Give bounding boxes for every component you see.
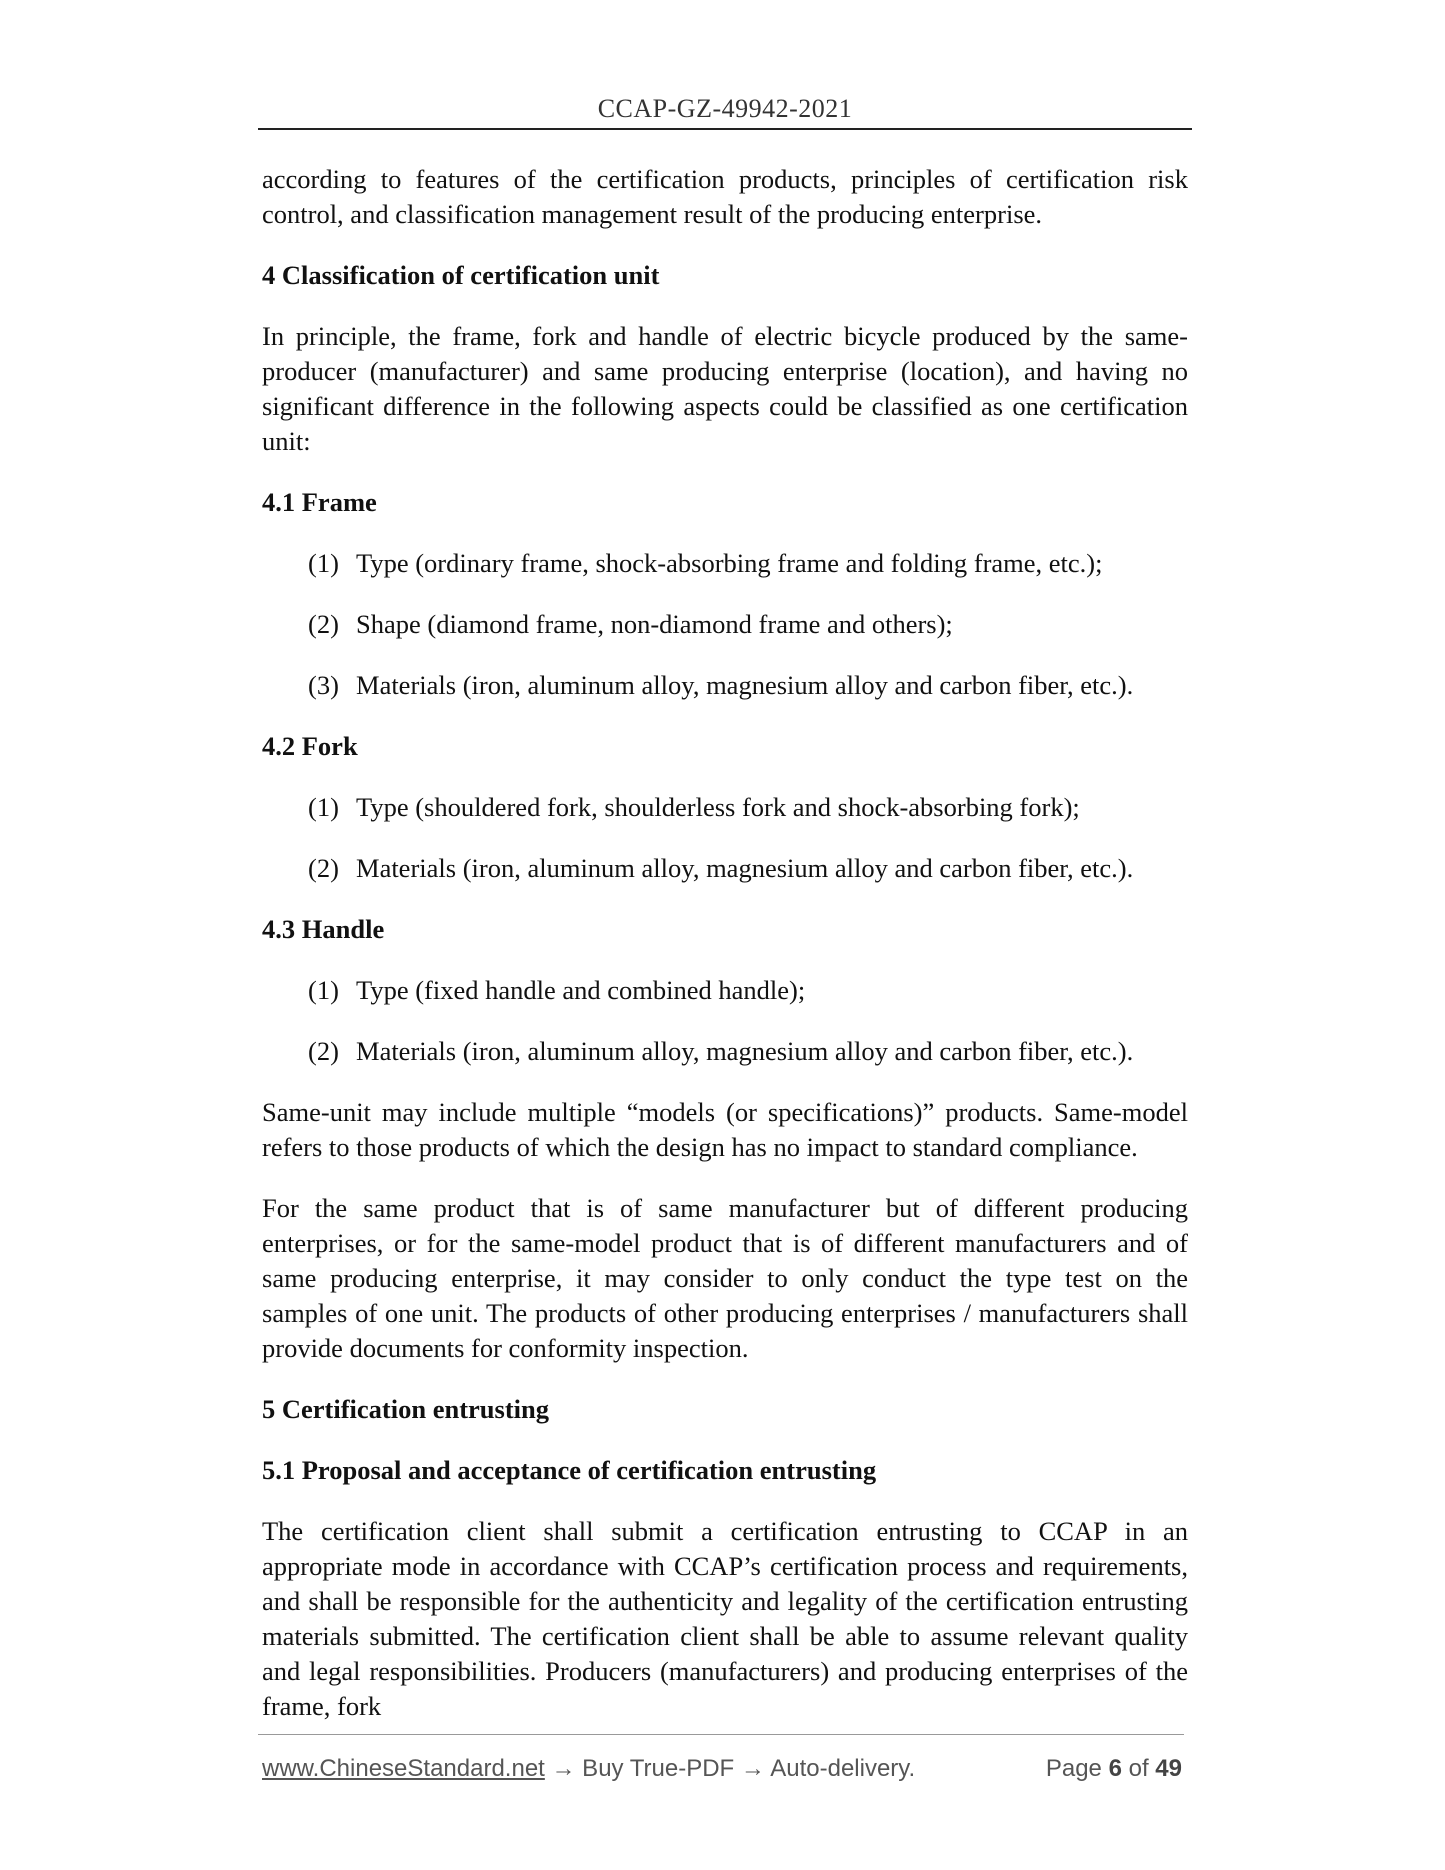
of-word: of <box>1128 1755 1149 1782</box>
page-word: Page <box>1045 1755 1102 1782</box>
list-item <box>262 668 1188 703</box>
section-heading-4-2: 4.2 Fork <box>262 731 358 761</box>
page-indicator <box>1046 1753 1182 1785</box>
footer-promo <box>262 1753 915 1785</box>
list-item-number: (1) <box>308 975 339 1005</box>
document-id: CCAP-GZ-49942-2021 <box>597 94 853 123</box>
page-header <box>258 94 1192 130</box>
list-item <box>262 1034 1188 1069</box>
list-item-number: (1) <box>308 792 339 822</box>
page-total: 49 <box>1155 1755 1182 1782</box>
page-number: 6 <box>1108 1755 1122 1782</box>
list-item-number: (2) <box>308 853 339 883</box>
list-item-text: Shape (diamond frame, non-diamond frame and others); <box>356 609 953 639</box>
section-heading-4: 4 Classification of certification unit <box>262 260 660 290</box>
list-item-text: Materials (iron, aluminum alloy, magnesium alloy and carbon fiber, etc.). <box>356 853 1134 883</box>
paragraph-same-product: For the same product that is of same manufacturer but of different producing enterprises, or for the same-model product that is of different manufacturers and of same producing enterprise, it may consider to only conduct the type test on the samples of one unit. The products of other producing enterprises / manufacturers shall provide documents for conformity inspection. <box>262 1193 1188 1363</box>
section-heading-5-1: 5.1 Proposal and acceptance of certification entrusting <box>262 1455 877 1485</box>
paragraph-same-unit: Same-unit may include multiple “models (or specifications)” products. Same-model refers to those products of which the design has no impact to standard compliance. <box>262 1097 1188 1162</box>
section-heading-4-1: 4.1 Frame <box>262 487 377 517</box>
footer-divider <box>258 1734 1184 1735</box>
section-heading-5: 5 Certification entrusting <box>262 1394 550 1424</box>
section-heading-4-3: 4.3 Handle <box>262 914 385 944</box>
list-item <box>262 973 1188 1008</box>
list-item-text: Type (ordinary frame, shock-absorbing frame and folding frame, etc.); <box>356 548 1103 578</box>
website-link[interactable]: www.ChineseStandard.net <box>262 1755 545 1782</box>
list-item <box>262 851 1188 886</box>
list-item-number: (2) <box>308 1036 339 1066</box>
document-body <box>262 162 1188 1750</box>
list-item <box>262 546 1188 581</box>
list-item <box>262 790 1188 825</box>
page-footer <box>262 1753 1182 1789</box>
footer-tagline: → Buy True-PDF → Auto-delivery. <box>544 1755 916 1782</box>
paragraph-section-5-1: The certification client shall submit a certification entrusting to CCAP in an appropriate mode in accordance with CCAP’s certification process and requirements, and shall be responsible for the authenticity and legality of the certification entrusting materials submitted. The certification client shall be able to assume relevant quality and legal responsibilities. Producers (manufacturers) and producing enterprises of the frame, fork <box>262 1516 1188 1721</box>
list-item-number: (1) <box>308 548 339 578</box>
paragraph-intro: according to features of the certification products, principles of certification risk control, and classification management result of the producing enterprise. <box>262 164 1188 229</box>
list-item-text: Materials (iron, aluminum alloy, magnesium alloy and carbon fiber, etc.). <box>356 1036 1134 1066</box>
list-item <box>262 607 1188 642</box>
list-item-number: (3) <box>308 670 339 700</box>
list-item-text: Type (shouldered fork, shoulderless fork and shock-absorbing fork); <box>356 792 1080 822</box>
paragraph-section-4: In principle, the frame, fork and handle of electric bicycle produced by the same-producer (manufacturer) and same producing enterprise (location), and having no significant difference in the following aspects could be classified as one certification unit: <box>262 321 1188 456</box>
list-item-text: Materials (iron, aluminum alloy, magnesium alloy and carbon fiber, etc.). <box>356 670 1134 700</box>
list-item-number: (2) <box>308 609 339 639</box>
list-item-text: Type (fixed handle and combined handle); <box>356 975 806 1005</box>
